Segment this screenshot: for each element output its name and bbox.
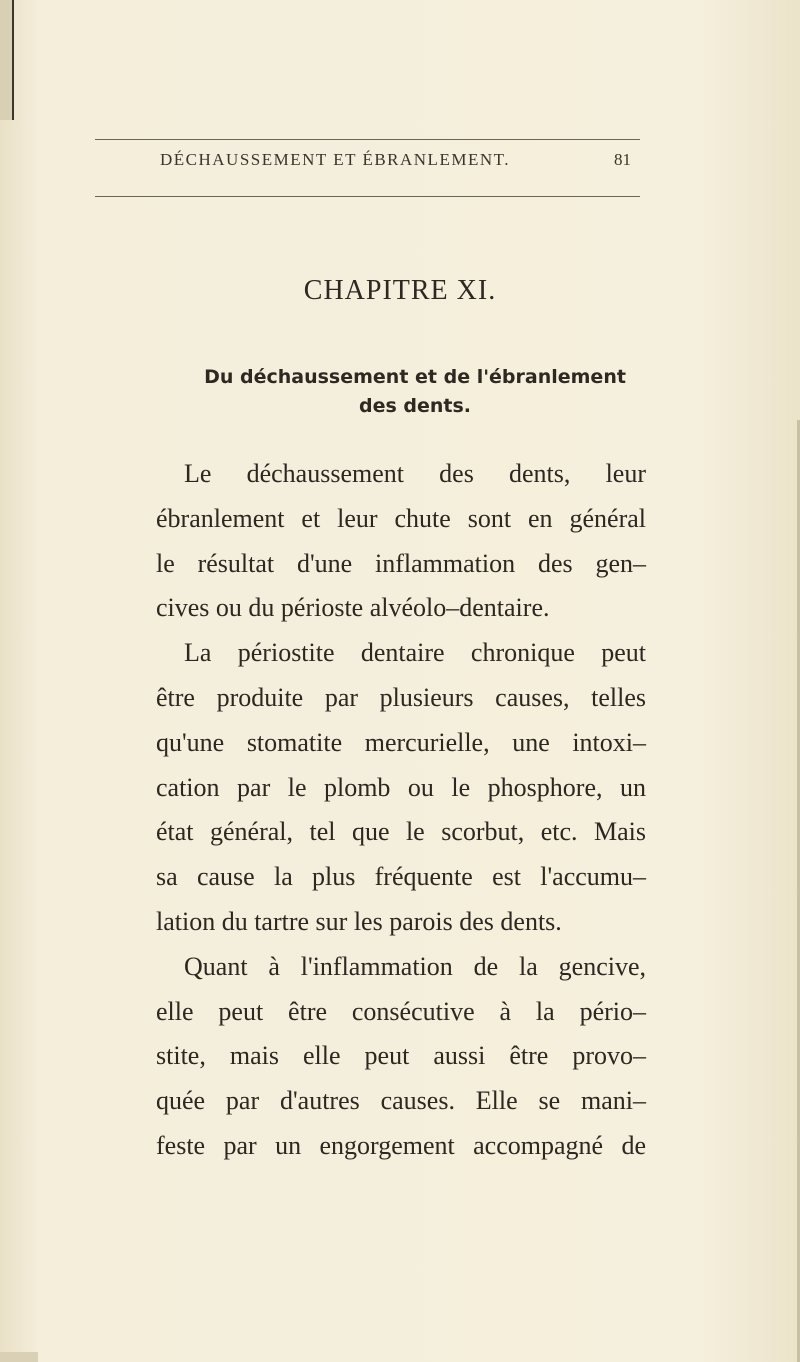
chapter-title: CHAPITRE XI. xyxy=(303,275,497,306)
text-line: lation du tartre sur les parois des dents. xyxy=(156,906,562,936)
subtitle-line-1: Du déchaussement et de l'ébranlement xyxy=(204,366,626,388)
text-line: cives ou du périoste alvéolo–dentaire. xyxy=(156,593,550,623)
text-line: ébranlement et leur chute sont en général xyxy=(156,503,646,533)
text-line: Quant à l'inflammation de la gencive, xyxy=(184,951,646,981)
text-line: cation par le plomb ou le phosphore, un xyxy=(156,772,646,802)
page-bottom-edge xyxy=(0,1352,38,1362)
text-line: sa cause la plus fréquente est l'accumu– xyxy=(156,862,646,892)
header-rule-top xyxy=(95,139,640,140)
text-line: quée par d'autres causes. Elle se mani– xyxy=(156,1086,646,1116)
chapter-subtitle xyxy=(200,363,630,421)
text-line: être produite par plusieurs causes, telles xyxy=(156,682,646,712)
subtitle-line-2: des dents. xyxy=(358,395,472,417)
text-line: qu'une stomatite mercurielle, une intoxi– xyxy=(156,727,646,757)
text-line: La périostite dentaire chronique peut xyxy=(184,638,646,668)
text-line: elle peut être consécutive à la pério– xyxy=(156,996,646,1026)
header-rule-bottom xyxy=(95,196,640,197)
body-text xyxy=(156,452,646,1169)
text-line: feste par un engorgement accompagné de xyxy=(156,1130,646,1160)
running-head: DÉCHAUSSEMENT ET ÉBRANLEMENT. xyxy=(160,150,510,169)
page-number: 81 xyxy=(614,150,631,169)
page-left-edge xyxy=(0,0,14,120)
text-line: Le déchaussement des dents, leur xyxy=(184,459,646,488)
text-line: état général, tel que le scorbut, etc. Mais xyxy=(156,817,646,847)
text-line: le résultat d'une inflammation des gen– xyxy=(156,548,646,578)
text-line: stite, mais elle peut aussi être provo– xyxy=(156,1041,646,1071)
